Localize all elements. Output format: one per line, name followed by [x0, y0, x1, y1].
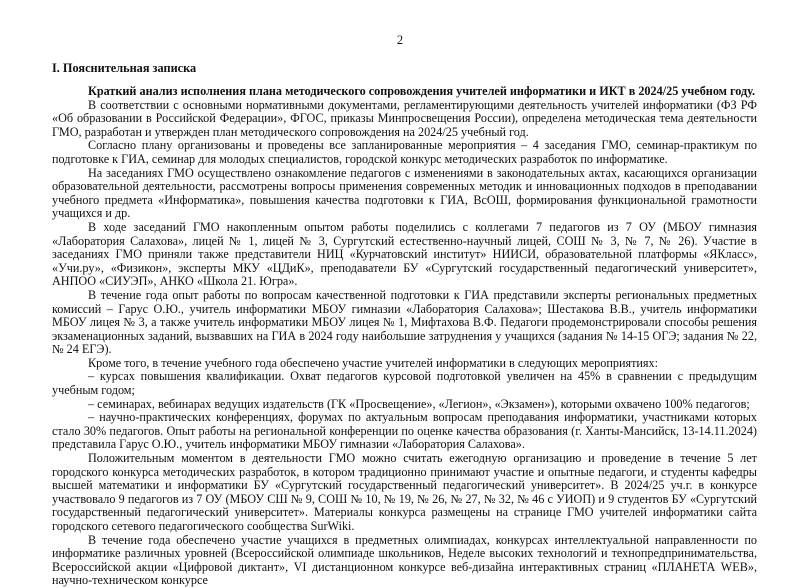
- paragraph: Кроме того, в течение учебного года обеспечено участие учителей информатики в следующих мероприятиях:: [88, 355, 659, 370]
- list-item: – научно-практических конференциях, форумах по актуальным вопросам преподавания информатики, участниками которых стало 30% педагогов. Опыт работы на региональной конференции по оценке качества образования (г. Ханты-Мансийск, 13-14.11.2024) представила Гарус О.Ю., учитель информатики МБОУ гимназии «Лаборатория Салахова».: [52, 410, 757, 452]
- paragraph: В течение года опыт работы по вопросам качественной подготовки к ГИА представили эксперты региональных предметных комиссий – Гарус О.Ю., учитель информатики МБОУ гимназии «Лаборатория Салахова»; Шестакова В.В., учитель информатики МБОУ лицея № 3, а также учитель информатики МБОУ лицея № 1, Мифтахова В.Ф. Педагоги продемонстрировали способы решения экзаменационных заданий, вызвавших на ГИА в 2024 году наибольшие затруднения у учащихся (задания № 14-15 ОГЭ; задания № 22, № 24 ЕГЭ).: [52, 287, 757, 357]
- paragraph: Согласно плану организованы и проведены все запланированные мероприятия – 4 заседания ГМО, семинар-практикум по подготовке к ГИА, семинар для молодых специалистов, городской конкурс методических разработок по информатике.: [52, 138, 757, 166]
- paragraph: В течение года обеспечено участие учащихся в предметных олимпиадах, конкурсах интеллектуальной направленности по информатике различных уровней (Всероссийской олимпиаде школьников, Неделе высоких технологий и технопредпринимательства, Всероссийской акции «Цифровой диктант», VI дистанционном конкурсе веб-дизайна интерактивных страниц «ПЛАНЕТА WEB», научно-техническом конкурсе: [52, 532, 757, 588]
- page-number: 2: [396, 33, 404, 47]
- list-item: – курсах повышения квалификации. Охват педагогов курсовой подготовкой увеличен на 45% в сравнении с предыдущим учебным годом;: [52, 369, 757, 398]
- section-heading: I. Пояснительная записка: [52, 61, 197, 75]
- paragraph: В ходе заседаний ГМО накопленным опытом работы поделились с коллегами 7 педагогов из 7 ОУ (МБОУ гимназия «Лаборатория Салахова», лицей № 1, лицей № 3, Сургутский естественно-научный лицей, СОШ № 3, № 7, № 26). Участие в заседаниях ГМО приняли также представители НИЦ «Курчатовский институт» НИИСИ, образовательной платформы «ЯКласс», «Учи.ру», «Физикон», эксперты МКУ «ЦДиК», преподаватели БУ «Сургутский государственный педагогический университет», АНПОО «СИУЭП», АНКО «Школа 21. Югра».: [52, 219, 757, 289]
- list-item: – семинарах, вебинарах ведущих издательств (ГК «Просвещение», «Легион», «Экзамен»), которыми охвачено 100% педагогов;: [88, 396, 750, 411]
- paragraph: В соответствии с основными нормативными документами, регламентирующими деятельность учителей информатики (ФЗ РФ «Об образовании в Российской Федерации», ФГОС, приказы Минпросвещения России), определена методическая тема деятельности ГМО, разработан и утвержден план методического сопровождения на 2024/25 учебный год.: [52, 97, 757, 139]
- document-title: Краткий анализ исполнения плана методического сопровождения учителей информатики и ИКТ в 2024/25 учебном году.: [88, 84, 756, 98]
- paragraph: Положительным моментом в деятельности ГМО можно считать ежегодную организацию и проведение в течение 5 лет городского конкурса методических разработок, в котором традиционно принимают участие и опытные педагоги, и студенты кафедры высшей математики и информатики БУ «Сургутский государственный педагогический университет». В 2024/25 уч.г. в конкурсе участвовало 9 педагогов из 7 ОУ (МБОУ СШ № 9, СОШ № 10, № 19, № 26, № 27, № 32, № 46 с УИОП) и 9 студентов БУ «Сургутский государственный педагогический университет». Материалы конкурса размещены на странице ГМО учителей информатики сайта городского сетевого педагогического сообщества SurWiki.: [52, 451, 757, 533]
- document-body: [52, 85, 757, 588]
- paragraph: На заседаниях ГМО осуществлено ознакомление педагогов с изменениями в законодательных актах, касающихся организации образовательной деятельности, рассмотрены вопросы применения современных методик и инновационных подходов в преподавании учебного предмета «Информатика», повышения качества подготовки к ГИА, ВсОШ, формирования функциональной грамотности учащихся и др.: [52, 165, 757, 221]
